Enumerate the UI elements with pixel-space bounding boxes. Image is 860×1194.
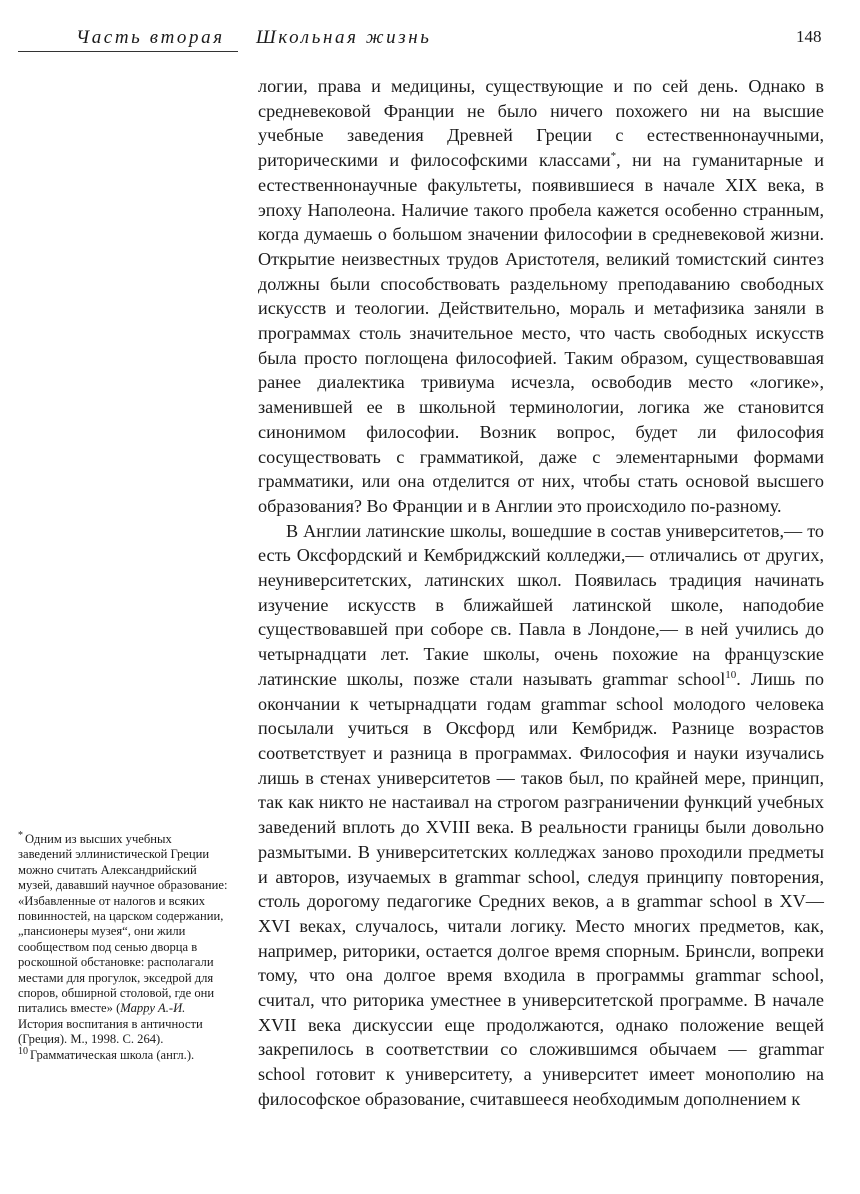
paragraph-text: В Англии латинские школы, вошедшие в состав университетов,— то есть Оксфордский и Кембриджский колледжи,— отличались от других, неуниверситетских, латинских школ. Появилась традиция начинать изучение искусств в ближайшей латинской школе, наподобие существовавшей при соборе св. Павла в Лондоне,— в ней учились до четырнадцати лет. Такие школы, очень похожие на французские латинские школы, позже стали называть grammar school <box>258 520 824 689</box>
footnote-author: Марру А.-И. <box>120 1001 186 1016</box>
main-text-column <box>258 74 824 1112</box>
paragraph-text: , ни на гуманитарные и естественнонаучные факультеты, появившиеся в начале XIX века, в эпоху Наполеона. Наличие такого пробела кажется особенно странным, когда думаешь о большом значении философии в средневековой жизни. Открытие неизвестных трудов Аристотеля, великий томистский синтез должны были способствовать раздельному преподаванию свободных искусств и теологии. Действительно, мораль и метафизика заняли в программах столь значительное место, что часть свободных искусств была просто поглощена философией. Таким образом, существовавшая ранее диалектика тривиума исчезла, освободив место «логике», заменившей ее в школьной терминологии, логика же становится синонимом философии. Возник вопрос, будет ли философия сосуществовать с грамматикой, даже с элементарными формами грамматики, или она отделится от них, чтобы стать основой высшего образования? Во Франции и в Англии это происходило по-разному. <box>258 150 824 516</box>
margin-notes <box>18 829 228 1063</box>
running-header <box>0 0 860 60</box>
part-title: Часть вторая <box>76 27 225 48</box>
footnote-text: Одним из высших учебных заведений эллинистической Греции можно считать Александрийский музей, дававший научное образование: «Избавленные от налогов и всяких повинностей, на царском содержании, „пансионеры музея“, они жили сообществом под сенью дворца в роскошной обстановке: располагали местами для прогулок, экседрой для споров, обширной столовой, где они питались вместе» ( <box>18 832 228 1016</box>
paragraph <box>258 519 824 1112</box>
footnote-source: История воспитания в античности (Греция). М., 1998. С. 264). <box>18 1016 203 1047</box>
paragraph-text: логии, права и медицины, существующие и по сей день. Однако в средневековой Франции не было ничего похожего ни на высшие учебные заведения Древней Греции с естественнонаучными, риторическими и философскими классами <box>258 76 824 171</box>
footnote-mark: * <box>18 829 23 841</box>
page-number: 148 <box>796 27 822 46</box>
footnote-text: Грамматическая школа (англ.). <box>30 1047 195 1062</box>
footnote-mark: 10 <box>18 1045 28 1057</box>
footnote <box>18 1045 228 1063</box>
footnote <box>18 829 228 1048</box>
footnote-ref: * <box>610 150 617 163</box>
chapter-title: Школьная жизнь <box>256 27 432 48</box>
header-rule <box>18 51 238 52</box>
paragraph-text: . Лишь по окончании к четырнадцати годам grammar school молодого человека посылали учиться в Оксфорд или Кембридж. Разнице возрастов соответствует и разница в программах. Философия и науки изучались лишь в стенах университетов — таков был, по крайней мере, принцип, так как никто не настаивал на строгом разграничении функций учебных заведений вплоть до XVIII века. В реальности границы были довольно размытыми. В университетских колледжах заново проходили предметы и авторов, изучаемых в grammar school, следуя принципу повторения, столь дорогому педагогике Средних веков, а в grammar school в XV—XVI веках, случалось, читали логику. Место многих предметов, как, например, риторики, остается долгое время спорным. Бринсли, вопреки тому, что она долгое время входила в программы grammar school, считал, что риторика уместнее в университетской программе. В начале XVII века дискуссии еще продолжаются, однако положение вещей закрепилось в соответствии со сложившимся обычаем — grammar school готовит к университету, а университет имеет монополию на философское образование, считавшееся необходимым дополнением к <box>258 668 824 1109</box>
paragraph <box>258 74 824 519</box>
footnote-ref: 10 <box>725 668 737 681</box>
